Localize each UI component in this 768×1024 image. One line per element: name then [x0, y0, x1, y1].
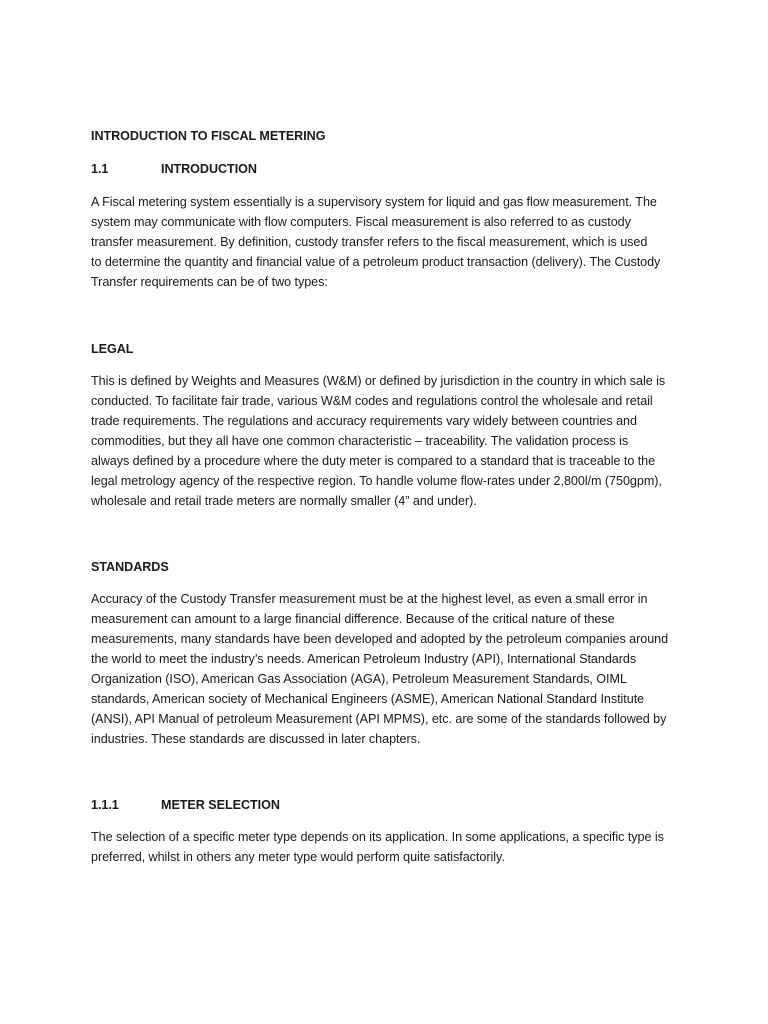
legal-paragraph — [91, 371, 691, 511]
paragraph-line: conducted. To facilitate fair trade, various W&M codes and regulations control the wholesale and retail — [91, 394, 653, 408]
standards-heading — [91, 557, 691, 577]
intro-paragraph — [91, 192, 691, 292]
section-title: METER SELECTION — [161, 798, 280, 812]
standards-paragraph — [91, 589, 691, 749]
document-title-text: INTRODUCTION TO FISCAL METERING — [91, 129, 326, 143]
paragraph-line: always defined by a procedure where the duty meter is compared to a standard that is traceable to the — [91, 454, 656, 468]
paragraph-line: A Fiscal metering system essentially is a supervisory system for liquid and gas flow measurement. The — [91, 195, 657, 209]
paragraph-line: Transfer requirements can be of two types: — [91, 275, 328, 289]
section-number: 1.1 — [91, 162, 109, 176]
paragraph-line: preferred, whilst in others any meter type would perform quite satisfactorily. — [91, 850, 505, 864]
legal-heading-text: LEGAL — [91, 342, 134, 356]
document-title — [91, 126, 691, 146]
paragraph-line: legal metrology agency of the respective region. To handle volume flow-rates under 2,800l/m (750gpm), — [91, 474, 662, 488]
paragraph-line: (ANSI), API Manual of petroleum Measurement (API MPMS), etc. are some of the standards followed by — [91, 712, 667, 726]
paragraph-line: Accuracy of the Custody Transfer measurement must be at the highest level, as even a small error in — [91, 592, 648, 606]
meter-selection-paragraph — [91, 827, 691, 867]
paragraph-line: trade requirements. The regulations and accuracy requirements vary widely between countries and — [91, 414, 637, 428]
paragraph-line: wholesale and retail trade meters are normally smaller (4” and under). — [91, 494, 477, 508]
section-heading-introduction — [91, 159, 691, 179]
standards-heading-text: STANDARDS — [91, 560, 169, 574]
paragraph-line: system may communicate with flow computers. Fiscal measurement is also referred to as custody — [91, 215, 631, 229]
paragraph-line: commodities, but they all have one common characteristic – traceability. The validation process is — [91, 434, 629, 448]
paragraph-line: transfer measurement. By definition, custody transfer refers to the fiscal measurement, which is used — [91, 235, 648, 249]
legal-heading — [91, 339, 691, 359]
paragraph-line: This is defined by Weights and Measures (W&M) or defined by jurisdiction in the country in which sale is — [91, 374, 666, 388]
paragraph-line: The selection of a specific meter type depends on its application. In some applications, a specific type is — [91, 830, 664, 844]
section-title: INTRODUCTION — [161, 162, 257, 176]
section-heading-meter-selection — [91, 795, 691, 815]
paragraph-line: the world to meet the industry’s needs. American Petroleum Industry (API), International Standards — [91, 652, 637, 666]
paragraph-line: industries. These standards are discussed in later chapters. — [91, 732, 421, 746]
paragraph-line: Organization (ISO), American Gas Association (AGA), Petroleum Measurement Standards, OIML — [91, 672, 627, 686]
paragraph-line: to determine the quantity and financial value of a petroleum product transaction (delivery). The Custody — [91, 255, 661, 269]
section-number: 1.1.1 — [91, 798, 119, 812]
paragraph-line: standards, American society of Mechanical Engineers (ASME), American National Standard Institute — [91, 692, 645, 706]
paragraph-line: measurements, many standards have been developed and adopted by the petroleum companies around — [91, 632, 669, 646]
paragraph-line: measurement can amount to a large financial difference. Because of the critical nature of these — [91, 612, 615, 626]
